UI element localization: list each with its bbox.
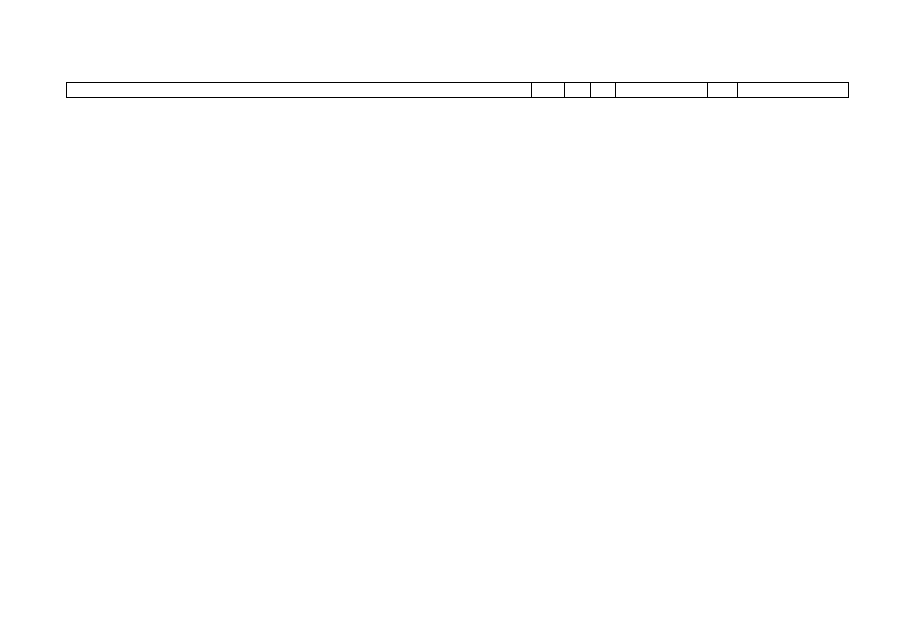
header-col-1	[66, 82, 532, 98]
header-col-7	[737, 82, 849, 98]
header-col-6	[707, 82, 738, 98]
header-col-3	[564, 82, 591, 98]
header-col-4	[590, 82, 616, 98]
header-col-5	[615, 82, 708, 98]
header-col-2	[531, 82, 565, 98]
